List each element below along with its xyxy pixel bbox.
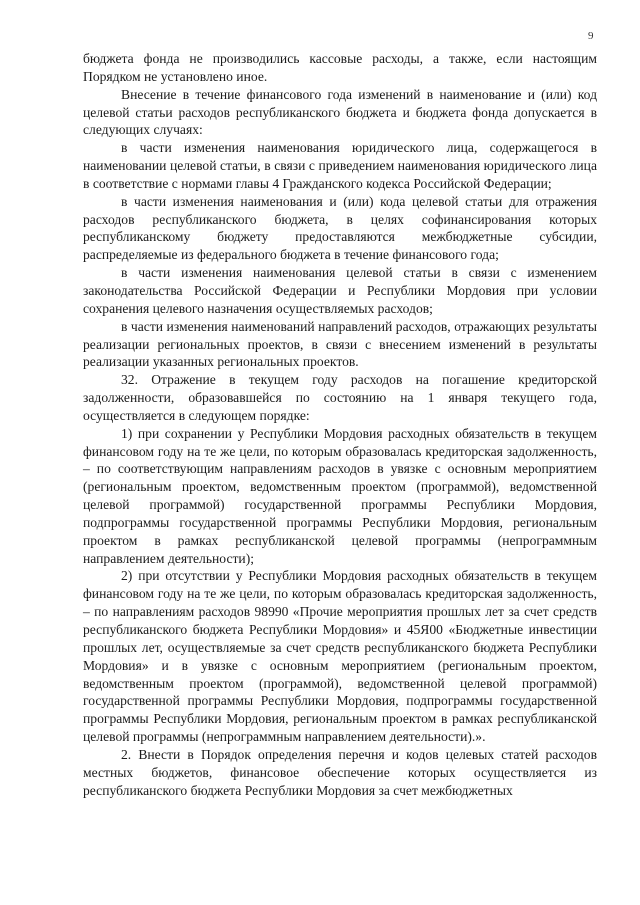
paragraph-section-2: 2. Внести в Порядок определения перечня и кодов целевых статей расходов местных бюджетов, финансовое обеспечение которых осуществляется из республиканского бюджета Республики Мордовия за счет межбюджетных <box>83 746 597 798</box>
paragraph-case-legal-entity: в части изменения наименования юридического лица, содержащегося в наименовании целевой статьи, в связи с приведением наименования юридического лица в соответствие с нормами главы 4 Гражданского кодекса Российской Федерации; <box>83 140 597 191</box>
paragraph-changes-intro: Внесение в течение финансового года изменений в наименование и (или) код целевой статьи расходов республиканского бюджета и бюджета фонда допускается в следующих случаях: <box>83 86 597 138</box>
paragraph-case-cofinancing: в части изменения наименования и (или) кода целевой статьи для отражения расходов республиканского бюджета, в целях софинансирования которых республиканскому бюджету предоставляются межбюджетные субсидии, распределяемые из федерального бюджета в течение финансового года; <box>83 193 597 263</box>
paragraph-item-32-1: 1) при сохранении у Республики Мордовия расходных обязательств в текущем финансовом году на те же цели, по которым образовалась кредиторская задолженность, – по соответствующим направлениям расходов в увязке с основным мероприятием (региональным проектом, ведомственным проектом (программой), ведомственной целевой программой) государственной программы Республики Мордовия, подпрограммы государственной программы Республики Мордовия, региональным проектом в рамках республиканской целевой программы (непрограммным направлением деятельности); <box>83 425 597 566</box>
document-body <box>83 50 597 799</box>
paragraph-case-legislation: в части изменения наименования целевой статьи в связи с изменением законодательства Российской Федерации и Республики Мордовия при условии сохранения целевого назначения осуществляемых расходов; <box>83 265 597 316</box>
paragraph-item-32: 32. Отражение в текущем году расходов на погашение кредиторской задолженности, образовавшейся по состоянию на 1 января текущего года, осуществляется в следующем порядке: <box>83 372 597 423</box>
paragraph-item-32-2: 2) при отсутствии у Республики Мордовия расходных обязательств в текущем финансовом году на те же цели, по которым образовалась кредиторская задолженность, – по направлениям расходов 98990 «Прочие мероприятия прошлых лет за счет средств республиканского бюджета Республики Мордовия» и 45Я00 «Бюджетные инвестиции прошлых лет, осуществляемые за счет средств республиканского бюджета Республики Мордовия» и в увязке с основным мероприятием (региональным проектом, ведомственным проектом (программой), ведомственной целевой программой) государственной программы Республики Мордовия, подпрограммы государственной программы Республики Мордовия, региональным проектом в рамках республиканской целевой программы (непрограммным направлением деятельности).». <box>83 568 597 745</box>
paragraph-continuation: бюджета фонда не производились кассовые расходы, а также, если настоящим Порядком не установлено иное. <box>83 51 597 84</box>
page-number: 9 <box>588 30 594 42</box>
paragraph-case-regional-projects: в части изменения наименований направлений расходов, отражающих результаты реализации региональных проектов, в связи с внесением изменений в результаты реализации указанных региональных проектов. <box>83 318 597 370</box>
